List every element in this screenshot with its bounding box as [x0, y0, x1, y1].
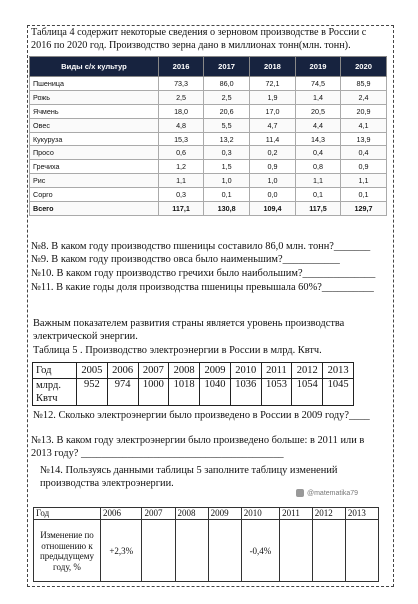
table4-value-cell: 1,2: [159, 160, 204, 174]
table4-crop-cell: Рожь: [30, 90, 159, 104]
table4-value-cell: 20,6: [204, 104, 250, 118]
table4-value-cell: 4,7: [250, 118, 296, 132]
table4-value-cell: 0,0: [250, 188, 296, 202]
table4-value-cell: 0,9: [341, 160, 387, 174]
table6-value-row: [34, 520, 379, 582]
table6-year-label: Год: [34, 508, 101, 520]
table4-value-cell: 0,1: [295, 188, 340, 202]
table6-year-cell: 2013: [345, 508, 378, 520]
table6-answer-cell[interactable]: +2,3%: [101, 520, 142, 582]
table4-value-cell: 1,9: [250, 90, 296, 104]
table6-answer-cell[interactable]: -0,4%: [241, 520, 279, 582]
table4-row: [30, 90, 387, 104]
table4-header-year: 2019: [295, 57, 340, 77]
table6-year-cell: 2007: [142, 508, 175, 520]
table6-year-cell: 2006: [101, 508, 142, 520]
table4-value-cell: 86,0: [204, 77, 250, 91]
table4-value-cell: 109,4: [250, 202, 296, 216]
table4-crop-cell: Сорго: [30, 188, 159, 202]
table4-value-cell: 73,3: [159, 77, 204, 91]
table4-value-cell: 4,1: [341, 118, 387, 132]
table4-value-cell: 20,5: [295, 104, 340, 118]
table4-value-cell: 4,8: [159, 118, 204, 132]
table4-value-cell: 1,1: [159, 174, 204, 188]
table4-value-cell: 2,4: [341, 90, 387, 104]
intro-text: Таблица 4 содержит некоторые сведения о зерновом производстве в России с 2016 по 2020 год. Производство зерна дано в миллионах тонн(млн. тонн).: [31, 27, 367, 51]
table4-header-year: 2016: [159, 57, 204, 77]
table6-year-cell: 2008: [175, 508, 208, 520]
table5-year-cell: 2011: [261, 363, 292, 379]
table4-row: [30, 188, 387, 202]
table4-value-cell: 2,5: [204, 90, 250, 104]
table5-value-cell: 974: [107, 379, 138, 406]
table5-caption: Таблица 5 . Производство электроэнергии в России в млрд. Квтч.: [33, 345, 322, 356]
table4-row: [30, 77, 387, 91]
table6-row-label: Изменение по отношению к предыдущему году, %: [34, 520, 101, 582]
table4-value-cell: 18,0: [159, 104, 204, 118]
table4-value-cell: 1,0: [250, 174, 296, 188]
question-12: №12. Сколько электроэнергии было произведено в России в 2009 году?____: [33, 410, 370, 421]
table4-value-cell: 72,1: [250, 77, 296, 91]
change-table: [33, 507, 379, 582]
table5-value-cell: 1054: [292, 379, 323, 406]
table4-crop-cell: Пшеница: [30, 77, 159, 91]
table6-year-cell: 2011: [280, 508, 313, 520]
table4-crop-cell: Овес: [30, 118, 159, 132]
table5-year-cell: 2012: [292, 363, 323, 379]
question-10: №10. В каком году производство гречихи было наибольшим?______________: [31, 268, 376, 279]
table6-header-row: [34, 508, 379, 520]
table4-value-cell: 1,0: [204, 174, 250, 188]
table6-answer-cell[interactable]: [208, 520, 241, 582]
table4-value-cell: 0,4: [295, 146, 340, 160]
table6-year-cell: 2010: [241, 508, 279, 520]
table5-year-cell: 2006: [107, 363, 138, 379]
table4-header-year: 2020: [341, 57, 387, 77]
table5-value-cell: 1045: [323, 379, 354, 406]
watermark: [296, 489, 358, 497]
table4-header-row: [30, 57, 387, 77]
table4-row: [30, 104, 387, 118]
table4-value-cell: 1,1: [341, 174, 387, 188]
table6-year-cell: 2012: [312, 508, 345, 520]
table5-year-cell: 2009: [200, 363, 231, 379]
question-13: №13. В каком году электроэнергии было произведено больше: в 2011 или в 2013 году? _______________________________________: [31, 435, 365, 459]
table4-value-cell: 0,8: [295, 160, 340, 174]
table4-value-cell: 1,1: [295, 174, 340, 188]
table4-value-cell: 0,9: [250, 160, 296, 174]
table4-value-cell: 85,9: [341, 77, 387, 91]
section2-text: Важным показателем развития страны является уровень производства электрической энергии.: [33, 318, 345, 342]
table4-value-cell: 0,1: [204, 188, 250, 202]
table5-value-cell: 1000: [138, 379, 169, 406]
table4-value-cell: 117,1: [159, 202, 204, 216]
table4-crop-cell: Всего: [30, 202, 159, 216]
table6-year-cell: 2009: [208, 508, 241, 520]
electricity-table: [32, 362, 354, 406]
table4-value-cell: 4,4: [295, 118, 340, 132]
table4-crop-cell: Просо: [30, 146, 159, 160]
table4-value-cell: 130,8: [204, 202, 250, 216]
table6-answer-cell[interactable]: [142, 520, 175, 582]
watermark-icon: [296, 489, 304, 497]
table4-value-cell: 2,5: [159, 90, 204, 104]
table4-header-year: 2017: [204, 57, 250, 77]
table4-value-cell: 17,0: [250, 104, 296, 118]
table4-value-cell: 14,3: [295, 132, 340, 146]
question-9: №9. В каком году производство овса было наименьшим?___________: [31, 254, 340, 265]
table4-row: [30, 160, 387, 174]
table6-answer-cell[interactable]: [280, 520, 313, 582]
table4-value-cell: 0,6: [159, 146, 204, 160]
table4-value-cell: 0,3: [159, 188, 204, 202]
table4-row: [30, 118, 387, 132]
table5-year-cell: 2013: [323, 363, 354, 379]
table4-crop-cell: Гречиха: [30, 160, 159, 174]
table5-value-cell: 1053: [261, 379, 292, 406]
table5-value-row: [33, 379, 354, 406]
table4-value-cell: 74,5: [295, 77, 340, 91]
table4-value-cell: 13,9: [341, 132, 387, 146]
question-8: №8. В каком году производство пшеницы составило 86,0 млн. тонн?_______: [31, 241, 371, 252]
table4-row: [30, 202, 387, 216]
table6-answer-cell[interactable]: [345, 520, 378, 582]
question-14: №14. Пользуясь данными таблицы 5 заполните таблицу изменений производства электроэнергии.: [40, 465, 338, 489]
table5-value-cell: 1040: [200, 379, 231, 406]
table4-value-cell: 11,4: [250, 132, 296, 146]
table4-value-cell: 1,5: [204, 160, 250, 174]
table4-row: [30, 132, 387, 146]
grain-production-table: [29, 56, 387, 216]
table4-crop-cell: Рис: [30, 174, 159, 188]
table4-value-cell: 15,3: [159, 132, 204, 146]
table4-header-year: 2018: [250, 57, 296, 77]
table5-year-cell: 2005: [77, 363, 108, 379]
table4-value-cell: 1,4: [295, 90, 340, 104]
table4-value-cell: 20,9: [341, 104, 387, 118]
table5-year-cell: 2007: [138, 363, 169, 379]
table4-header-crop: Виды с/х культур: [30, 57, 159, 77]
question-11: №11. В какие годы доля производства пшеницы превышала 60%?__________: [31, 282, 374, 293]
table5-value-label: млрд. Квтч: [33, 379, 77, 406]
table5-value-cell: 1036: [230, 379, 261, 406]
table4-value-cell: 0,4: [341, 146, 387, 160]
table5-year-row: [33, 363, 354, 379]
table4-crop-cell: Кукуруза: [30, 132, 159, 146]
table5-year-cell: 2008: [169, 363, 200, 379]
table4-value-cell: 0,3: [204, 146, 250, 160]
table4-value-cell: 0,1: [341, 188, 387, 202]
table4-value-cell: 129,7: [341, 202, 387, 216]
table4-crop-cell: Ячмень: [30, 104, 159, 118]
table6-answer-cell[interactable]: [312, 520, 345, 582]
table4-value-cell: 13,2: [204, 132, 250, 146]
table6-answer-cell[interactable]: [175, 520, 208, 582]
table4-value-cell: 5,5: [204, 118, 250, 132]
table5-year-cell: 2010: [230, 363, 261, 379]
table4-value-cell: 117,5: [295, 202, 340, 216]
table5-value-cell: 952: [77, 379, 108, 406]
table5-value-cell: 1018: [169, 379, 200, 406]
table4-row: [30, 146, 387, 160]
table5-year-label: Год: [33, 363, 77, 379]
watermark-text: @matematika79: [307, 489, 359, 497]
table4-row: [30, 174, 387, 188]
table4-value-cell: 0,2: [250, 146, 296, 160]
